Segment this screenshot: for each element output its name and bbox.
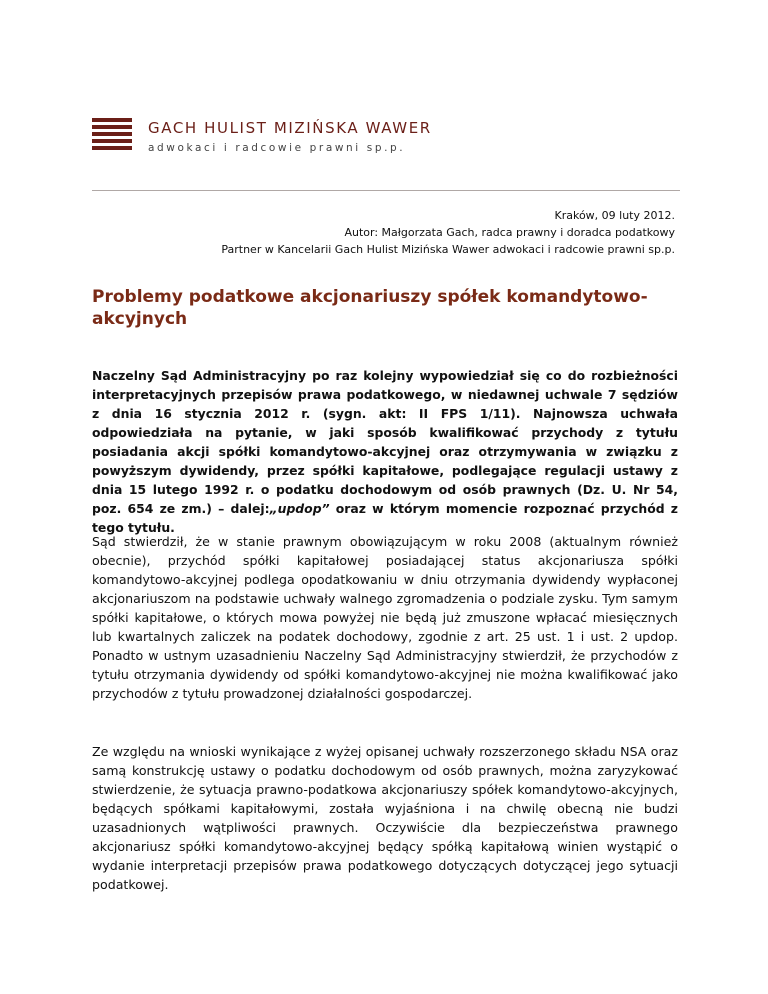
header-divider <box>92 190 680 191</box>
firm-name: GACH HULIST MIZIŃSKA WAWER <box>148 119 432 137</box>
place-date: Kraków, 09 luty 2012. <box>554 209 675 222</box>
lead-emphasis: „updop” <box>269 501 330 516</box>
author-line: Autor: Małgorzata Gach, radca prawny i doradca podatkowy <box>344 226 675 239</box>
partner-line: Partner w Kancelarii Gach Hulist Mizińska Wawer adwokaci i radcowie prawni sp.p. <box>221 243 675 256</box>
firm-subtitle: adwokaci i radcowie prawni sp.p. <box>148 142 406 154</box>
firm-logo-icon <box>92 118 132 153</box>
document-meta <box>221 207 675 258</box>
lead-text-after: oraz w którym momencie rozpoznać przychód z tego tytułu. <box>92 501 679 535</box>
document-title: Problemy podatkowe akcjonariuszy spółek komandytowo-akcyjnych <box>92 287 648 329</box>
lead-text-before: Naczelny Sąd Administracyjny po raz kolejny wypowiedział się co do rozbieżności interpretacyjnych przepisów prawa podatkowego, w niedawnej uchwale 7 sędziów z dnia 16 stycznia 2012 r. (sygn. akt: II FPS 1/11). Najnowsza uchwała odpowiedziała na pytanie, w jaki sposób kwalifikować przychody z tytułu posiadania akcji spółki komandytowo-akcyjnej oraz otrzymywania w związku z powyższym dywidendy, przez spółki kapitałowe, podlegające regulacji ustawy z dnia 15 lutego 1992 r. o podatku dochodowym od osób prawnych (Dz. U. Nr 54, poz. 654 ze zm.) – dalej: <box>92 368 678 516</box>
lead-paragraph <box>92 366 678 537</box>
body-paragraph: Sąd stwierdził, że w stanie prawnym obowiązującym w roku 2008 (aktualnym również obecnie), przychód spółki kapitałowej posiadającej status akcjonariusza spółki komandytowo-akcyjnej podlega opodatkowaniu w dniu otrzymania dywidendy wypłaconej akcjonariuszom na podstawie uchwały walnego zgromadzenia o podziale zysku. Tym samym spółki kapitałowe, o których mowa powyżej nie będą już zmuszone wpłacać miesięcznych lub kwartalnych zaliczek na podatek dochodowy, zgodnie z art. 25 ust. 1 i ust. 2 updop. Ponadto w ustnym uzasadnieniu Naczelny Sąd Administracyjny stwierdził, że przychodów z tytułu otrzymania dywidendy od spółki komandytowo-akcyjnej nie można kwalifikować jako przychodów z tytułu prowadzonej działalności gospodarczej. <box>92 534 678 701</box>
body-paragraph: Ze względu na wnioski wynikające z wyżej opisanej uchwały rozszerzonego składu NSA oraz samą konstrukcję ustawy o podatku dochodowym od osób prawnych, można zaryzykować stwierdzenie, że sytuacja prawno-podatkowa akcjonariuszy spółek komandytowo-akcyjnych, będących spółkami kapitałowymi, została wyjaśniona i na chwilę obecną nie budzi uzasadnionych wątpliwości prawnych. Oczywiście dla bezpieczeństwa prawnego akcjonariusz spółki komandytowo-akcyjnej będący spółką kapitałową winien wystąpić o wydanie interpretacji przepisów prawa podatkowego dotyczących dotyczącej jego sytuacji podatkowej. <box>92 744 678 892</box>
